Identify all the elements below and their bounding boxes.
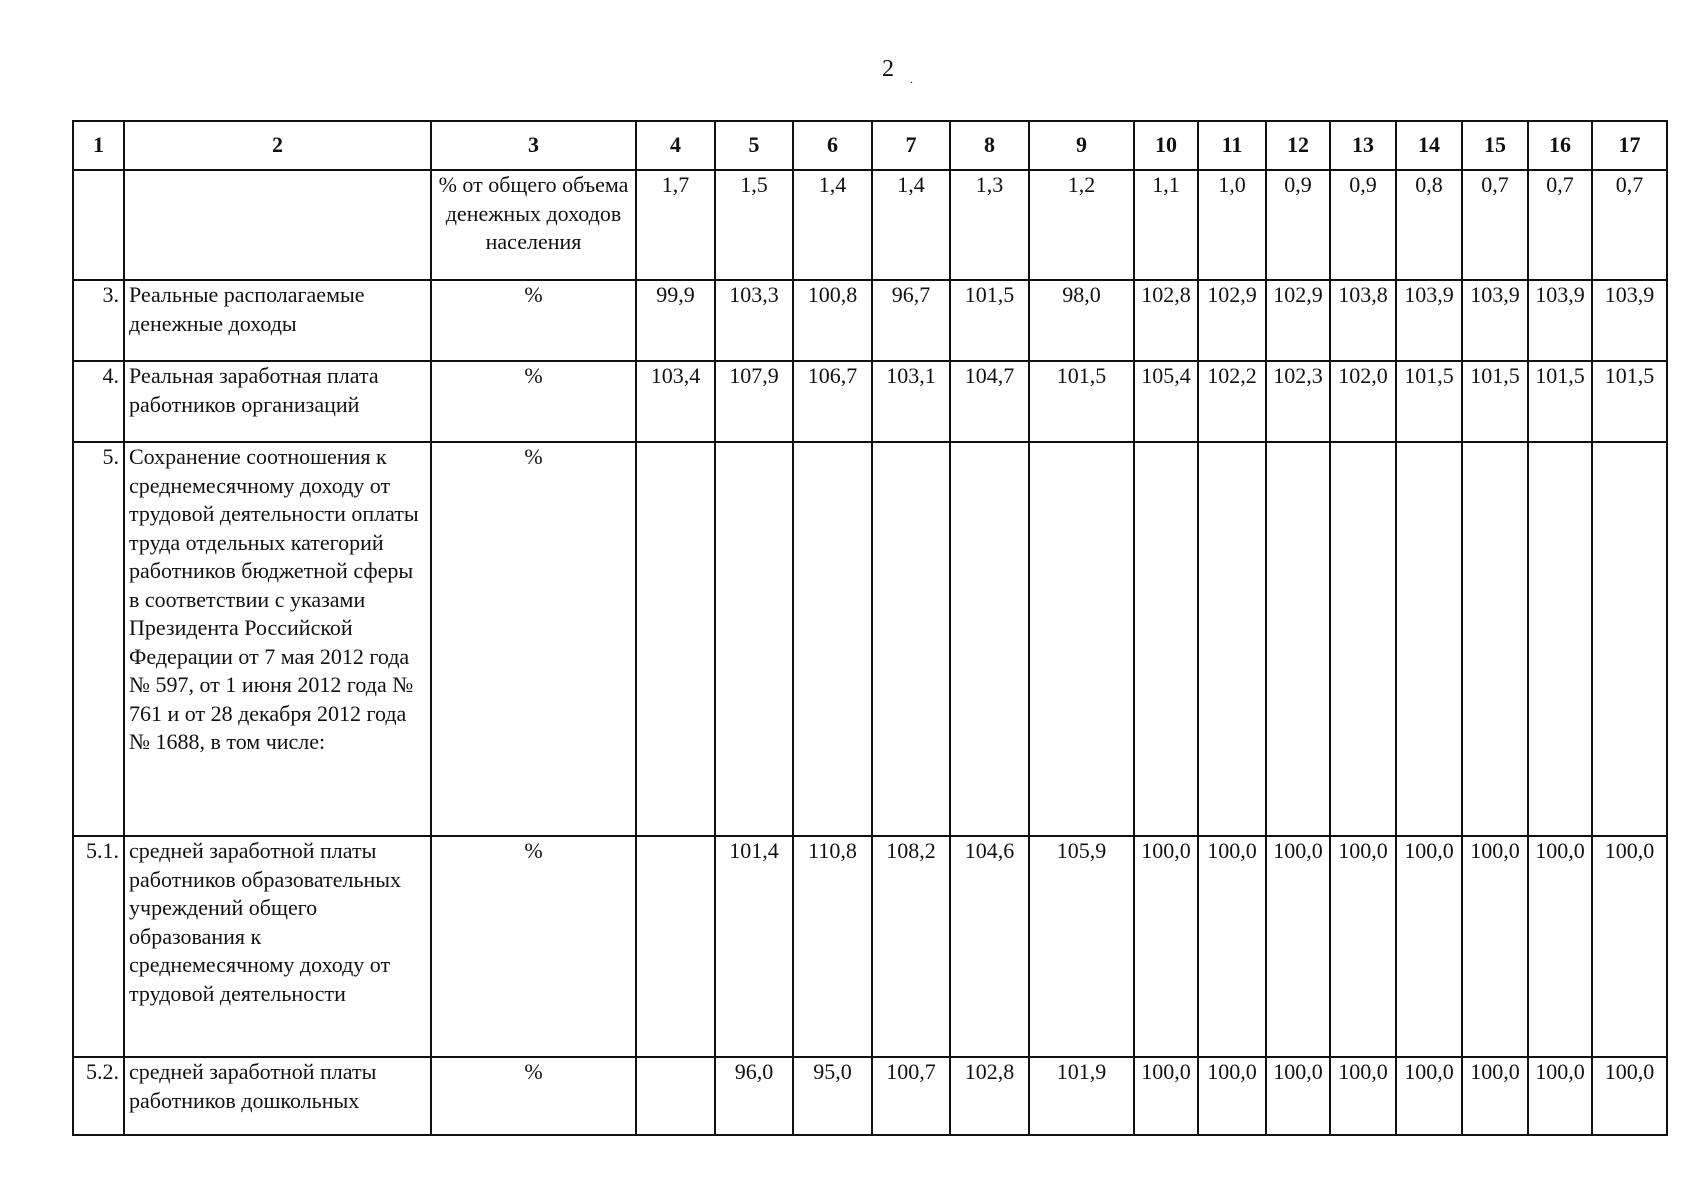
- value-cell: [636, 1057, 715, 1135]
- value-cell: 104,6: [950, 836, 1029, 1057]
- column-header: 16: [1528, 121, 1592, 170]
- value-cell: 100,0: [1592, 1057, 1667, 1135]
- row-number: 5.2.: [73, 1057, 124, 1135]
- value-cell: 100,0: [1330, 836, 1396, 1057]
- value-cell: [1134, 442, 1198, 836]
- value-cell: 100,0: [1266, 1057, 1330, 1135]
- value-cell: 1,1: [1134, 170, 1198, 280]
- column-header: 1: [73, 121, 124, 170]
- value-cell: [1029, 442, 1134, 836]
- unit-of-measure: %: [431, 1057, 636, 1135]
- value-cell: [1592, 442, 1667, 836]
- column-header: 3: [431, 121, 636, 170]
- value-cell: 102,3: [1266, 361, 1330, 442]
- value-cell: [950, 442, 1029, 836]
- indicators-table: [72, 120, 1668, 1136]
- value-cell: 102,9: [1198, 280, 1266, 361]
- column-header: 8: [950, 121, 1029, 170]
- value-cell: 102,0: [1330, 361, 1396, 442]
- value-cell: 96,7: [872, 280, 950, 361]
- unit-of-measure: % от общего объема денежных доходов населения: [431, 170, 636, 280]
- value-cell: 103,1: [872, 361, 950, 442]
- value-cell: 102,2: [1198, 361, 1266, 442]
- value-cell: 100,0: [1528, 836, 1592, 1057]
- value-cell: 0,7: [1592, 170, 1667, 280]
- column-header: 11: [1198, 121, 1266, 170]
- value-cell: 100,7: [872, 1057, 950, 1135]
- table-row: [73, 361, 1667, 442]
- value-cell: [1462, 442, 1528, 836]
- table-row: [73, 1057, 1667, 1135]
- value-cell: [1266, 442, 1330, 836]
- row-number: [73, 170, 124, 280]
- value-cell: 110,8: [793, 836, 872, 1057]
- value-cell: 101,9: [1029, 1057, 1134, 1135]
- value-cell: 101,5: [1029, 361, 1134, 442]
- value-cell: 106,7: [793, 361, 872, 442]
- value-cell: [636, 836, 715, 1057]
- value-cell: 105,4: [1134, 361, 1198, 442]
- value-cell: 1,3: [950, 170, 1029, 280]
- value-cell: 100,0: [1462, 1057, 1528, 1135]
- value-cell: 99,9: [636, 280, 715, 361]
- unit-of-measure: %: [431, 361, 636, 442]
- indicator-name: [124, 170, 431, 280]
- value-cell: 0,7: [1528, 170, 1592, 280]
- value-cell: [1396, 442, 1462, 836]
- value-cell: 0,8: [1396, 170, 1462, 280]
- row-number: 5.1.: [73, 836, 124, 1057]
- value-cell: 100,8: [793, 280, 872, 361]
- table-row: [73, 280, 1667, 361]
- value-cell: 101,5: [1528, 361, 1592, 442]
- value-cell: 1,0: [1198, 170, 1266, 280]
- value-cell: 1,5: [715, 170, 793, 280]
- value-cell: 100,0: [1396, 836, 1462, 1057]
- value-cell: 107,9: [715, 361, 793, 442]
- page-mark: .: [910, 72, 913, 86]
- column-header: 7: [872, 121, 950, 170]
- value-cell: 100,0: [1134, 1057, 1198, 1135]
- value-cell: 95,0: [793, 1057, 872, 1135]
- column-header: 2: [124, 121, 431, 170]
- column-header: 12: [1266, 121, 1330, 170]
- row-number: 4.: [73, 361, 124, 442]
- indicator-name: средней заработной платы работников образовательных учреждений общего образования к среднемесячному доходу от трудовой деятельности: [124, 836, 431, 1057]
- value-cell: 100,0: [1396, 1057, 1462, 1135]
- value-cell: [715, 442, 793, 836]
- indicator-name: Реальная заработная плата работников организаций: [124, 361, 431, 442]
- value-cell: 103,9: [1592, 280, 1667, 361]
- value-cell: 1,7: [636, 170, 715, 280]
- value-cell: 100,0: [1134, 836, 1198, 1057]
- value-cell: 101,5: [1396, 361, 1462, 442]
- value-cell: 103,8: [1330, 280, 1396, 361]
- column-header: 17: [1592, 121, 1667, 170]
- column-header: 15: [1462, 121, 1528, 170]
- value-cell: 100,0: [1592, 836, 1667, 1057]
- value-cell: 100,0: [1330, 1057, 1396, 1135]
- column-header: 4: [636, 121, 715, 170]
- page-number: 2: [882, 56, 894, 82]
- column-header: 10: [1134, 121, 1198, 170]
- value-cell: 0,9: [1330, 170, 1396, 280]
- indicator-name: Сохранение соотношения к среднемесячному доходу от трудовой деятельности оплаты труда отдельных категорий работников бюджетной сферы в соответствии с указами Президента Российской Федерации от 7 мая 2012 года № 597, от 1 июня 2012 года № 761 и от 28 декабря 2012 года № 1688, в том числе:: [124, 442, 431, 836]
- value-cell: 1,4: [872, 170, 950, 280]
- column-header: 5: [715, 121, 793, 170]
- value-cell: 103,9: [1528, 280, 1592, 361]
- value-cell: 103,4: [636, 361, 715, 442]
- value-cell: 101,5: [1592, 361, 1667, 442]
- table-row: [73, 170, 1667, 280]
- value-cell: 98,0: [1029, 280, 1134, 361]
- value-cell: 103,9: [1396, 280, 1462, 361]
- value-cell: 1,4: [793, 170, 872, 280]
- value-cell: 105,9: [1029, 836, 1134, 1057]
- column-header: 14: [1396, 121, 1462, 170]
- value-cell: 100,0: [1198, 1057, 1266, 1135]
- value-cell: 101,4: [715, 836, 793, 1057]
- table-row: [73, 442, 1667, 836]
- value-cell: [793, 442, 872, 836]
- indicator-name: средней заработной платы работников дошкольных: [124, 1057, 431, 1135]
- value-cell: 103,3: [715, 280, 793, 361]
- unit-of-measure: %: [431, 836, 636, 1057]
- value-cell: 100,0: [1266, 836, 1330, 1057]
- value-cell: 0,7: [1462, 170, 1528, 280]
- value-cell: 102,8: [950, 1057, 1029, 1135]
- value-cell: 108,2: [872, 836, 950, 1057]
- value-cell: [1528, 442, 1592, 836]
- unit-of-measure: %: [431, 280, 636, 361]
- value-cell: [1198, 442, 1266, 836]
- value-cell: [636, 442, 715, 836]
- value-cell: 1,2: [1029, 170, 1134, 280]
- value-cell: 101,5: [950, 280, 1029, 361]
- column-header: 9: [1029, 121, 1134, 170]
- value-cell: 104,7: [950, 361, 1029, 442]
- value-cell: 96,0: [715, 1057, 793, 1135]
- unit-of-measure: %: [431, 442, 636, 836]
- value-cell: 0,9: [1266, 170, 1330, 280]
- value-cell: 101,5: [1462, 361, 1528, 442]
- value-cell: 102,9: [1266, 280, 1330, 361]
- value-cell: 100,0: [1462, 836, 1528, 1057]
- value-cell: 100,0: [1198, 836, 1266, 1057]
- value-cell: 100,0: [1528, 1057, 1592, 1135]
- row-number: 5.: [73, 442, 124, 836]
- row-number: 3.: [73, 280, 124, 361]
- value-cell: [1330, 442, 1396, 836]
- column-number-row: [73, 121, 1667, 170]
- indicator-name: Реальные располагаемые денежные доходы: [124, 280, 431, 361]
- value-cell: 102,8: [1134, 280, 1198, 361]
- column-header: 6: [793, 121, 872, 170]
- value-cell: 103,9: [1462, 280, 1528, 361]
- table-row: [73, 836, 1667, 1057]
- value-cell: [872, 442, 950, 836]
- column-header: 13: [1330, 121, 1396, 170]
